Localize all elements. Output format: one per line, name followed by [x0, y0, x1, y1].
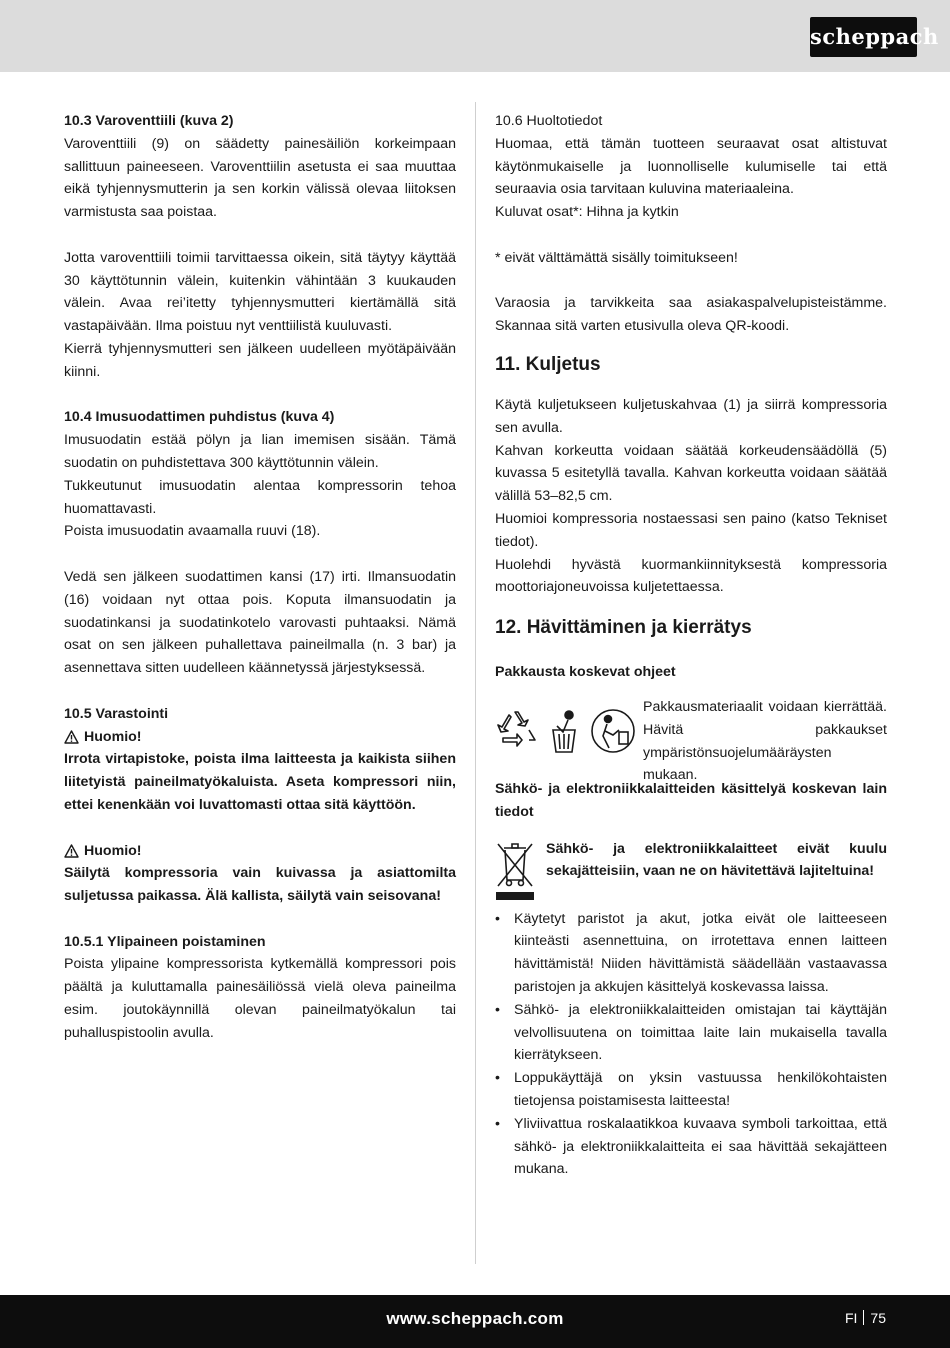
weee-notice: [495, 838, 887, 908]
recycle-icon: [498, 712, 535, 746]
list-item: • Sähkö- ja elektroniikkalaitteiden omistajan tai käyttäjän velvollisuutena on toimittaa laite lain mukaisella tavalla kierrätykseen.: [495, 999, 887, 1067]
section-10-4-paragraph: Tukkeutunut imusuodatin alentaa kompressorin tehoa huomattavasti.: [64, 477, 456, 517]
section-12-title: 12. Hävittäminen ja kierrätys: [495, 617, 752, 639]
section-11-title: 11. Kuljetus: [495, 353, 601, 375]
page-number: [845, 1310, 886, 1326]
weee-title: Sähkö- ja elektroniikkalaitteiden käsittelyä koskevan lain tiedot: [495, 780, 887, 820]
section-10-5-1-title: 10.5.1 Ylipaineen poistaminen: [64, 933, 266, 950]
footer-bar: [0, 1295, 950, 1348]
disposal-icons: [495, 706, 641, 756]
language-code: FI: [844, 1310, 858, 1326]
column-divider: [475, 102, 476, 1264]
weee-bullet-list: [495, 908, 887, 1182]
page-number-value: 75: [870, 1310, 886, 1326]
section-10-4-paragraph: Imusuodatin estää pölyn ja lian imemisen sisään. Tämä suodatin on puhdistettava 300 käyttötunnin välein.: [64, 432, 456, 471]
crossed-out-bin-icon: [495, 840, 535, 902]
section-10-3-paragraph: Kierrä tyhjennysmutteri sen jälkeen uudelleen myötäpäivään kiinni.: [64, 340, 456, 380]
section-11-paragraph: Huomioi kompressoria nostaessasi sen paino (katso Tekniset tiedot).: [495, 510, 887, 550]
section-10-4-paragraph: Vedä sen jälkeen suodattimen kansi (17) irti. Ilmansuodatin (16) voidaan nyt ottaa pois. Koputa ilmansuodatin ja suodatinkansi ja suodatinkotelo varovasti puhtaaksi. Nämä osat on sen jälkeen puhallettava paineilmalla (n. 3 bar) ja asennettava sitten uudelleen käännetyssä järjestyksessä.: [64, 568, 456, 677]
section-10-6-title: 10.6 Huoltotiedot: [495, 113, 603, 129]
header-bar: [0, 0, 950, 72]
section-10-3-paragraph: Jotta varoventtiili toimii tarvittaessa oikein, sitä täytyy käyttää 30 käyttötunnin välein, kuitenkin vähintään 3 kuukauden välein. Avaa rei’itetty tyhjennysmutteri kiertämällä sitä vastapäivään. Ilma poistuu nyt venttiilistä kuuluvasti.: [64, 249, 456, 335]
footer-url: www.scheppach.com: [386, 1309, 564, 1328]
section-10-3-title: 10.3 Varoventtiili (kuva 2): [64, 113, 234, 129]
section-10-6-paragraph: Kuluvat osat*: Hihna ja kytkin: [495, 204, 679, 221]
warning-text: Säilytä kompressoria vain kuivassa ja asiattomilta suljetussa paikassa. Älä kallista, säilytä vain seisovana!: [64, 865, 456, 905]
section-10-6-paragraph: Huomaa, että tämän tuotteen seuraavat osat altistuvat käytönmukaiselle ja luonnolliselle kulumiselle tai että seuraavia osia tarvitaan kuluvina materiaaleina.: [495, 135, 887, 198]
list-item: • Käytetyt paristot ja akut, jotka eivät ole laitteeseen kiinteästi asennettuina, on irrotettava ennen laitteen hävittämistä! Niiden hävittämistä säädellään vastaavassa paristojen ja akkujen käsittelyä koskevassa laissa.: [495, 908, 887, 999]
weee-warning-text: Sähkö- ja elektroniikkalaitteet eivät kuulu sekajätteisiin, vaan ne on hävitettävä lajiteltuina!: [546, 840, 887, 880]
dispose-properly-icon: [592, 710, 634, 752]
warning-heading: [64, 726, 456, 749]
warning-triangle-icon: [64, 844, 79, 858]
list-item: • Yliviivattua roskalaatikkoa kuvaava symboli tarkoittaa, että sähkö- ja elektroniikkalaitteita ei saa hävittää sekajätteen mukana.: [495, 1113, 887, 1181]
section-10-6-footnote: * eivät välttämättä sisälly toimitukseen!: [495, 249, 738, 266]
right-column: [495, 110, 887, 1181]
section-11-paragraph: Huolehdi hyvästä kuormankiinnityksestä kompressoria moottoriajoneuvoissa kuljetettaessa.: [495, 556, 887, 596]
trash-bin-icon: [553, 711, 575, 752]
separator: [863, 1310, 864, 1325]
warning-triangle-icon: [64, 730, 79, 744]
section-10-4-paragraph: Poista imusuodatin avaamalla ruuvi (18).: [64, 523, 321, 540]
brand-logo: scheppach: [810, 17, 917, 57]
left-column: [64, 110, 456, 1045]
section-10-3-paragraph: Varoventtiili (9) on säädetty painesäiliön korkeimpaan sallittuun paineeseen. Varoventtiilin asetusta ei saa muuttaa eikä tyhjennysmutterin ja sen korkin välissä olevaa liitoksen varmistusta saa poistaa.: [64, 135, 456, 221]
section-10-6-paragraph: Varaosia ja tarvikkeita saa asiakaspalvelupisteistämme. Skannaa sitä varten etusivulla oleva QR-koodi.: [495, 295, 887, 335]
packaging-text: Pakkausmateriaalit voidaan kierrättää. Hävitä pakkaukset ympäristönsuojelumääräysten mukaan.: [643, 698, 887, 784]
section-10-5-title: 10.5 Varastointi: [64, 705, 169, 722]
section-11-paragraph: Käytä kuljetukseen kuljetuskahvaa (1) ja siirrä kompressoria sen avulla.: [495, 396, 887, 436]
warning-label: Huomio!: [84, 842, 142, 859]
packaging-notice: [495, 696, 887, 784]
list-item: • Loppukäyttäjä on yksin vastuussa henkilökohtaisten tietojensa poistamisesta laitteesta!: [495, 1067, 887, 1113]
section-10-5-1-paragraph: Poista ylipaine kompressorista kytkemällä kompressori pois päältä ja kuluttamalla painesäiliössä vielä oleva paineilma esim. joutokäynnillä olevan paineilmatyökalun tai puhalluspistoolin avulla.: [64, 956, 456, 1041]
warning-heading: [64, 840, 456, 863]
packaging-title: Pakkausta koskevat ohjeet: [495, 664, 676, 681]
section-10-4-title: 10.4 Imusuodattimen puhdistus (kuva 4): [64, 409, 335, 426]
section-11-paragraph: Kahvan korkeutta voidaan säätää korkeudensäädöllä (5) kuvassa 5 esitetyllä tavalla. Kahvan korkeutta voidaan säätää välillä 53–82,5 cm.: [495, 442, 887, 505]
warning-label: Huomio!: [84, 728, 142, 745]
warning-text: Irrota virtapistoke, poista ilma laitteesta ja kaikista siihen liitetyistä paineilmatyökaluista. Aseta kompressori niin, ettei kenenkään voi luvattomasti ottaa sitä käyttöön.: [64, 751, 456, 813]
